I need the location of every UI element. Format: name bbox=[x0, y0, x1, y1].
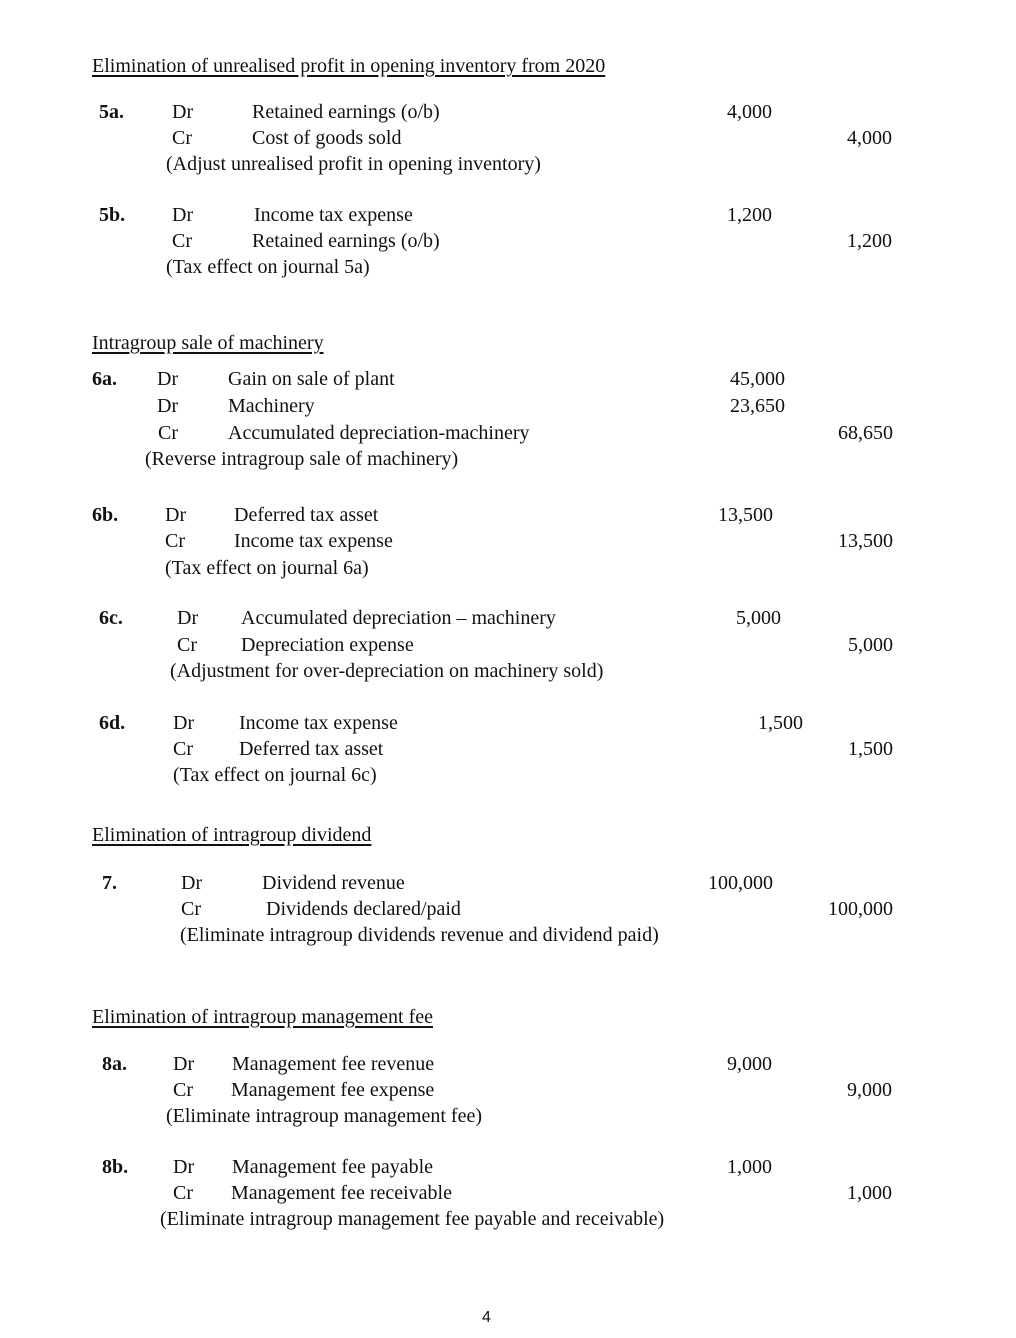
credit-amount: 9,000 bbox=[847, 1079, 892, 1101]
credit-amount: 1,200 bbox=[847, 230, 892, 252]
credit-amount: 1,000 bbox=[847, 1182, 892, 1204]
dr-label: Dr bbox=[157, 395, 179, 417]
journal-number-7: 7. bbox=[102, 872, 117, 894]
section-heading-management-fee: Elimination of intragroup management fee bbox=[92, 1006, 433, 1028]
journal-narration: (Tax effect on journal 5a) bbox=[166, 256, 370, 278]
section-heading-dividend: Elimination of intragroup dividend bbox=[92, 824, 372, 846]
debit-account: Retained earnings (o/b) bbox=[252, 101, 440, 123]
cr-label: Cr bbox=[181, 898, 201, 920]
debit-account: Deferred tax asset bbox=[234, 504, 379, 526]
credit-account: Depreciation expense bbox=[241, 634, 414, 656]
dr-label: Dr bbox=[177, 607, 199, 629]
dr-label: Dr bbox=[173, 1156, 195, 1178]
credit-account: Retained earnings (o/b) bbox=[252, 230, 440, 252]
cr-label: Cr bbox=[173, 738, 193, 760]
debit-amount: 23,650 bbox=[730, 395, 785, 417]
journal-number-6b: 6b. bbox=[92, 504, 119, 526]
journal-narration: (Tax effect on journal 6c) bbox=[173, 764, 377, 786]
cr-label: Cr bbox=[165, 530, 185, 552]
debit-account: Gain on sale of plant bbox=[228, 368, 395, 390]
debit-account: Management fee payable bbox=[232, 1156, 434, 1178]
debit-account: Accumulated depreciation – machinery bbox=[241, 607, 556, 629]
credit-amount: 5,000 bbox=[848, 634, 893, 656]
journal-narration: (Reverse intragroup sale of machinery) bbox=[145, 448, 459, 470]
credit-amount: 100,000 bbox=[828, 898, 893, 920]
debit-amount: 1,500 bbox=[758, 712, 803, 734]
journal-narration: (Eliminate intragroup management fee) bbox=[166, 1105, 482, 1127]
credit-amount: 68,650 bbox=[838, 422, 893, 444]
credit-account: Cost of goods sold bbox=[252, 127, 402, 149]
journal-number-8a: 8a. bbox=[102, 1053, 127, 1075]
journal-number-5b: 5b. bbox=[99, 204, 126, 226]
debit-account: Income tax expense bbox=[239, 712, 398, 734]
debit-amount: 4,000 bbox=[727, 101, 772, 123]
journal-narration: (Tax effect on journal 6a) bbox=[165, 557, 369, 579]
cr-label: Cr bbox=[177, 634, 197, 656]
debit-account: Income tax expense bbox=[254, 204, 413, 226]
section-heading-machinery: Intragroup sale of machinery bbox=[92, 332, 324, 354]
credit-account: Accumulated depreciation-machinery bbox=[228, 422, 530, 444]
debit-amount: 1,000 bbox=[727, 1156, 772, 1178]
cr-label: Cr bbox=[158, 422, 178, 444]
cr-label: Cr bbox=[173, 1079, 193, 1101]
credit-account: Income tax expense bbox=[234, 530, 393, 552]
debit-amount: 5,000 bbox=[736, 607, 781, 629]
credit-account: Deferred tax asset bbox=[239, 738, 384, 760]
journal-number-6a: 6a. bbox=[92, 368, 117, 390]
credit-account: Dividends declared/paid bbox=[266, 898, 461, 920]
dr-label: Dr bbox=[181, 872, 203, 894]
debit-account: Dividend revenue bbox=[262, 872, 405, 894]
debit-amount: 100,000 bbox=[708, 872, 773, 894]
debit-amount: 45,000 bbox=[730, 368, 785, 390]
section-heading-unrealised-profit: Elimination of unrealised profit in opening inventory from 2020 bbox=[92, 55, 606, 77]
journal-number-6d: 6d. bbox=[99, 712, 126, 734]
debit-amount: 13,500 bbox=[718, 504, 773, 526]
credit-account: Management fee expense bbox=[231, 1079, 435, 1101]
dr-label: Dr bbox=[165, 504, 187, 526]
dr-label: Dr bbox=[157, 368, 179, 390]
journal-number-8b: 8b. bbox=[102, 1156, 129, 1178]
journal-narration: (Adjust unrealised profit in opening inventory) bbox=[166, 153, 541, 175]
credit-account: Management fee receivable bbox=[231, 1182, 452, 1204]
journal-narration: (Adjustment for over-depreciation on machinery sold) bbox=[170, 660, 604, 682]
debit-amount: 9,000 bbox=[727, 1053, 772, 1075]
debit-account: Management fee revenue bbox=[232, 1053, 435, 1075]
credit-amount: 13,500 bbox=[838, 530, 893, 552]
dr-label: Dr bbox=[172, 204, 194, 226]
credit-amount: 4,000 bbox=[847, 127, 892, 149]
journal-number-5a: 5a. bbox=[99, 101, 124, 123]
cr-label: Cr bbox=[173, 1182, 193, 1204]
dr-label: Dr bbox=[173, 1053, 195, 1075]
journal-narration: (Eliminate intragroup management fee payable and receivable) bbox=[160, 1208, 665, 1230]
dr-label: Dr bbox=[172, 101, 194, 123]
debit-amount: 1,200 bbox=[727, 204, 772, 226]
cr-label: Cr bbox=[172, 230, 192, 252]
dr-label: Dr bbox=[173, 712, 195, 734]
cr-label: Cr bbox=[172, 127, 192, 149]
debit-account: Machinery bbox=[228, 395, 315, 417]
credit-amount: 1,500 bbox=[848, 738, 893, 760]
journal-number-6c: 6c. bbox=[99, 607, 123, 629]
journal-narration: (Eliminate intragroup dividends revenue and dividend paid) bbox=[180, 924, 659, 946]
page-number: 4 bbox=[482, 1309, 491, 1326]
